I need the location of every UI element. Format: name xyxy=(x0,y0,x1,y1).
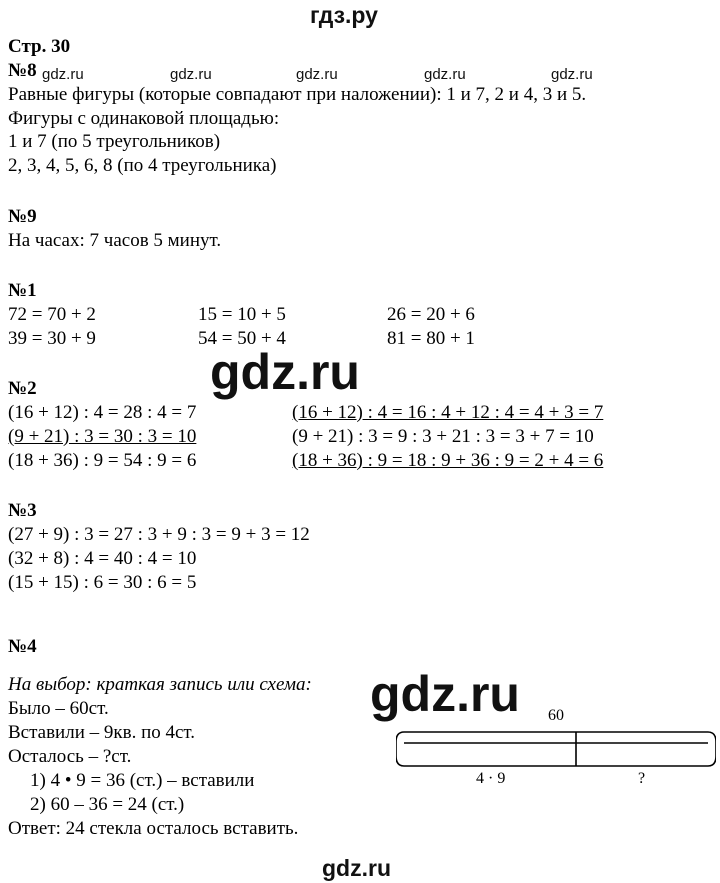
task8-line: 2, 3, 4, 5, 6, 8 (по 4 треугольника) xyxy=(8,155,277,176)
scheme-total-label: 60 xyxy=(548,707,564,724)
task1-expression: 72 = 70 + 2 xyxy=(8,304,96,325)
site-footer-watermark: gdz.ru xyxy=(322,855,391,881)
task2-left-expression-underlined: (9 + 21) : 3 = 30 : 3 = 10 xyxy=(8,426,197,447)
watermark-small: gdz.ru xyxy=(296,66,338,83)
task3-line: (32 + 8) : 4 = 40 : 4 = 10 xyxy=(8,548,197,569)
task1-expression: 54 = 50 + 4 xyxy=(198,328,286,349)
task3-line: (27 + 9) : 3 = 27 : 3 + 9 : 3 = 9 + 3 = 12 xyxy=(8,524,310,545)
watermark-large: gdz.ru xyxy=(370,666,520,722)
task8-line: 1 и 7 (по 5 треугольников) xyxy=(8,131,221,152)
scheme-left-part-label: 4 · 9 xyxy=(476,770,506,787)
task9-title: №9 xyxy=(8,206,37,227)
task2-right-expression: (9 + 21) : 3 = 9 : 3 + 21 : 3 = 3 + 7 = 10 xyxy=(292,426,594,447)
task1-expression: 26 = 20 + 6 xyxy=(387,304,475,325)
task9-line: На часах: 7 часов 5 минут. xyxy=(8,230,222,251)
task2-left-expression: (16 + 12) : 4 = 28 : 4 = 7 xyxy=(8,402,197,423)
task4-line: Осталось – ?ст. xyxy=(8,746,132,767)
site-header-watermark: гдз.ру xyxy=(310,2,378,28)
watermark-small: gdz.ru xyxy=(42,66,84,83)
task4-solution-step: 1) 4 • 9 = 36 (ст.) – вставили xyxy=(30,770,255,791)
task3-line: (15 + 15) : 6 = 30 : 6 = 5 xyxy=(8,572,197,593)
page-label: Стр. 30 xyxy=(8,36,71,57)
task8-title: №8 xyxy=(8,60,37,81)
task1-title: №1 xyxy=(8,280,37,301)
task3-title: №3 xyxy=(8,500,37,521)
task1-expression: 81 = 80 + 1 xyxy=(387,328,475,349)
scheme-right-part-label: ? xyxy=(638,770,646,787)
task8-line: Равные фигуры (которые совпадают при наложении): 1 и 7, 2 и 4, 3 и 5. xyxy=(8,84,587,105)
task2-title: №2 xyxy=(8,378,37,399)
task1-expression: 15 = 10 + 5 xyxy=(198,304,286,325)
task4-solution-step: 2) 60 – 36 = 24 (ст.) xyxy=(30,794,185,815)
task4-answer: Ответ: 24 стекла осталось вставить. xyxy=(8,818,299,839)
watermark-small: gdz.ru xyxy=(170,66,212,83)
task2-right-expression-underlined: (16 + 12) : 4 = 16 : 4 + 12 : 4 = 4 + 3 = 7 xyxy=(292,402,604,423)
task2-right-expression-underlined: (18 + 36) : 9 = 18 : 9 + 36 : 9 = 2 + 4 = 6 xyxy=(292,450,604,471)
task1-expression: 39 = 30 + 9 xyxy=(8,328,96,349)
task4-line: Вставили – 9кв. по 4ст. xyxy=(8,722,196,743)
task4-line: Было – 60ст. xyxy=(8,698,109,719)
task2-left-expression: (18 + 36) : 9 = 54 : 9 = 6 xyxy=(8,450,197,471)
task4-title: №4 xyxy=(8,636,37,657)
watermark-large: gdz.ru xyxy=(210,344,360,400)
task8-line: Фигуры с одинаковой площадью: xyxy=(8,108,280,129)
watermark-small: gdz.ru xyxy=(424,66,466,83)
watermark-small: gdz.ru xyxy=(551,66,593,83)
task4-intro: На выбор: краткая запись или схема: xyxy=(8,674,312,695)
task4-scheme-diagram xyxy=(396,724,716,774)
